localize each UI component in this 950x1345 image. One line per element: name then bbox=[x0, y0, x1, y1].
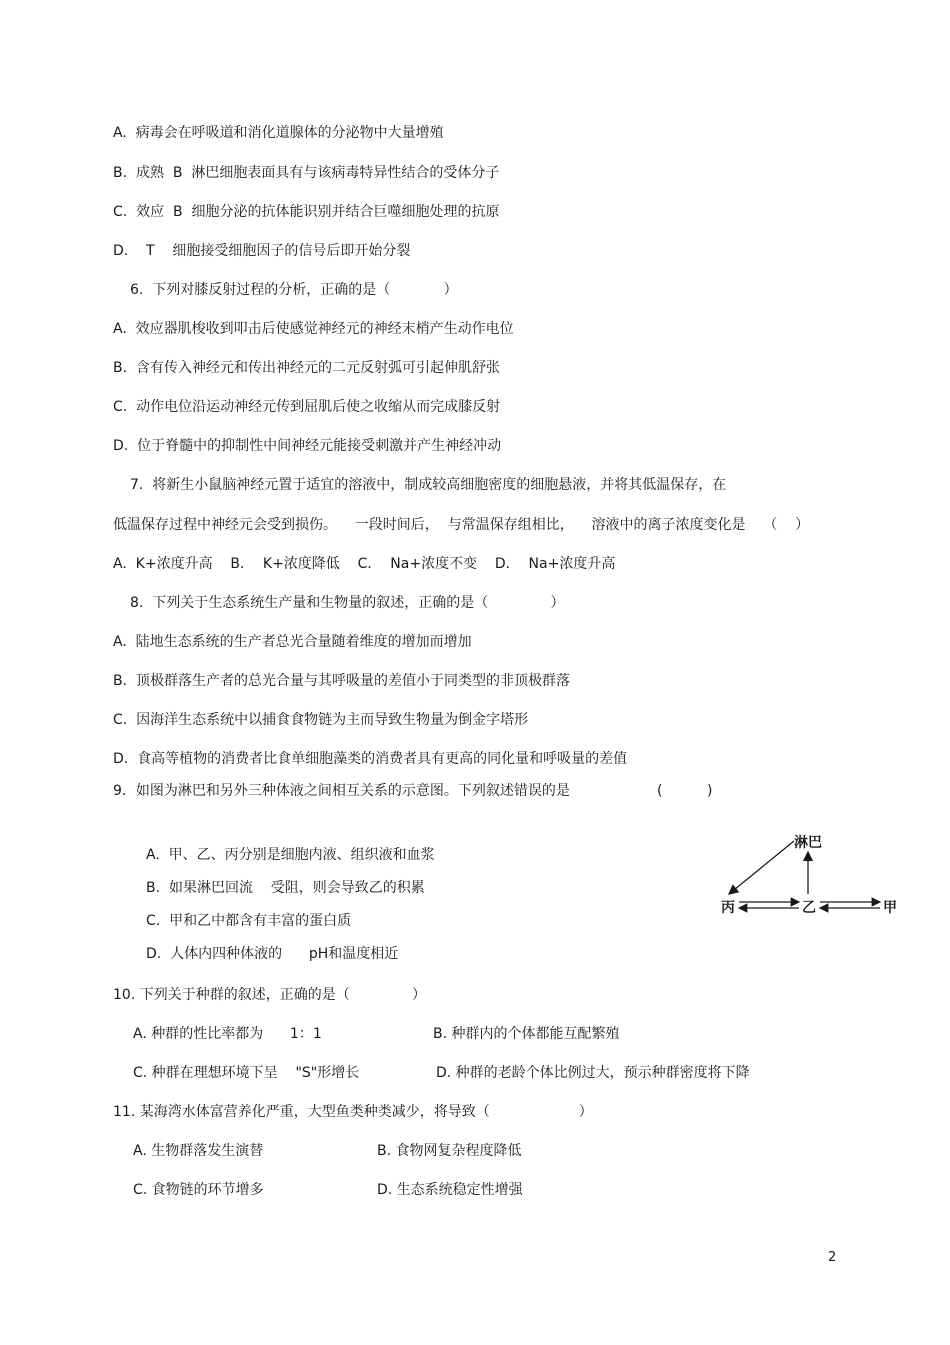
q10-option-b: B. 种群内的个体都能互配繁殖 bbox=[433, 1026, 620, 1042]
q10-option-a: A. 种群的性比率都为 1：1 bbox=[133, 1026, 322, 1042]
q8-stem: 8. 下列关于生态系统生产量和生物量的叙述，正确的是（ ） bbox=[130, 595, 565, 611]
q8-option-a: A. 陆地生态系统的生产者总光合量随着维度的增加而增加 bbox=[113, 634, 472, 650]
q11-option-d: D. 生态系统稳定性增强 bbox=[377, 1182, 523, 1198]
q9-answer-paren: ( ) bbox=[657, 783, 713, 799]
q6-stem: 6. 下列对膝反射过程的分析，正确的是（ ） bbox=[130, 282, 458, 298]
yi-label: 乙 bbox=[802, 900, 816, 916]
q9-option-d: D. 人体内四种体液的 pH和温度相近 bbox=[146, 946, 399, 962]
q8-option-d: D. 食高等植物的消费者比食单细胞藻类的消费者具有更高的同化量和呼吸量的差值 bbox=[113, 751, 628, 767]
q11-option-b: B. 食物网复杂程度降低 bbox=[377, 1143, 522, 1159]
q10-option-c: C. 种群在理想环境下呈 "S"形增长 bbox=[133, 1065, 360, 1081]
q9-stem: 9．如图为淋巴和另外三种体液之间相互关系的示意图。下列叙述错误的是 bbox=[113, 783, 570, 799]
q6-option-b: B. 含有传入神经元和传出神经元的二元反射弧可引起伸肌舒张 bbox=[113, 360, 500, 376]
q5-option-d: D. T 细胞接受细胞因子的信号后即开始分裂 bbox=[113, 243, 411, 259]
q6-option-d: D. 位于脊髓中的抑制性中间神经元能接受刺激并产生神经冲动 bbox=[113, 438, 502, 454]
q11-stem: 11. 某海湾水体富营养化严重，大型鱼类种类减少，将导致（ ） bbox=[113, 1104, 593, 1120]
jia-label: 甲 bbox=[883, 900, 897, 916]
q9-option-a: A. 甲、乙、丙分别是细胞内液、组织液和血浆 bbox=[146, 847, 435, 863]
q8-option-c: C. 因海洋生态系统中以捕食食物链为主而导致生物量为倒金字塔形 bbox=[113, 712, 529, 728]
lymph-label: 淋巴 bbox=[794, 835, 822, 851]
page-number: 2 bbox=[828, 1250, 837, 1265]
q9-option-b: B. 如果淋巴回流 受阻，则会导致乙的积累 bbox=[146, 880, 425, 896]
bing-label: 丙 bbox=[721, 900, 735, 916]
q5-option-c: C. 效应 B 细胞分泌的抗体能识别并结合巨噬细胞处理的抗原 bbox=[113, 204, 500, 220]
q9-option-c: C. 甲和乙中都含有丰富的蛋白质 bbox=[146, 913, 352, 929]
q10-stem: 10. 下列关于种群的叙述，正确的是（ ） bbox=[113, 987, 427, 1003]
body-fluid-diagram bbox=[715, 828, 905, 920]
q6-option-a: A. 效应器肌梭收到叩击后使感觉神经元的神经末梢产生动作电位 bbox=[113, 321, 514, 337]
q7-options: A. K+浓度升高 B． K+浓度降低 C． Na+浓度不变 D． Na+浓度升高 bbox=[113, 556, 616, 572]
q5-option-a: A. 病毒会在呼吸道和消化道腺体的分泌物中大量增殖 bbox=[113, 125, 444, 141]
arrow-lymph-to-bing bbox=[729, 841, 794, 894]
q10-option-d: D. 种群的老龄个体比例过大，预示种群密度将下降 bbox=[436, 1065, 750, 1081]
q5-option-b: B. 成熟 B 淋巴细胞表面具有与该病毒特异性结合的受体分子 bbox=[113, 165, 500, 181]
q11-option-a: A. 生物群落发生演替 bbox=[133, 1143, 264, 1159]
q8-option-b: B. 顶极群落生产者的总光合量与其呼吸量的差值小于同类型的非顶极群落 bbox=[113, 673, 570, 689]
q11-option-c: C. 食物链的环节增多 bbox=[133, 1182, 264, 1198]
q7-stem-line1: 7. 将新生小鼠脑神经元置于适宜的溶液中，制成较高细胞密度的细胞悬液，并将其低温保存，在 bbox=[130, 477, 727, 493]
q7-stem-line2: 低温保存过程中神经元会受到损伤。 一段时间后， 与常温保存组相比， 溶液中的离子浓度变化是 （ ） bbox=[113, 517, 810, 533]
q6-option-c: C. 动作电位沿运动神经元传到屈肌后使之收缩从而完成膝反射 bbox=[113, 399, 501, 415]
